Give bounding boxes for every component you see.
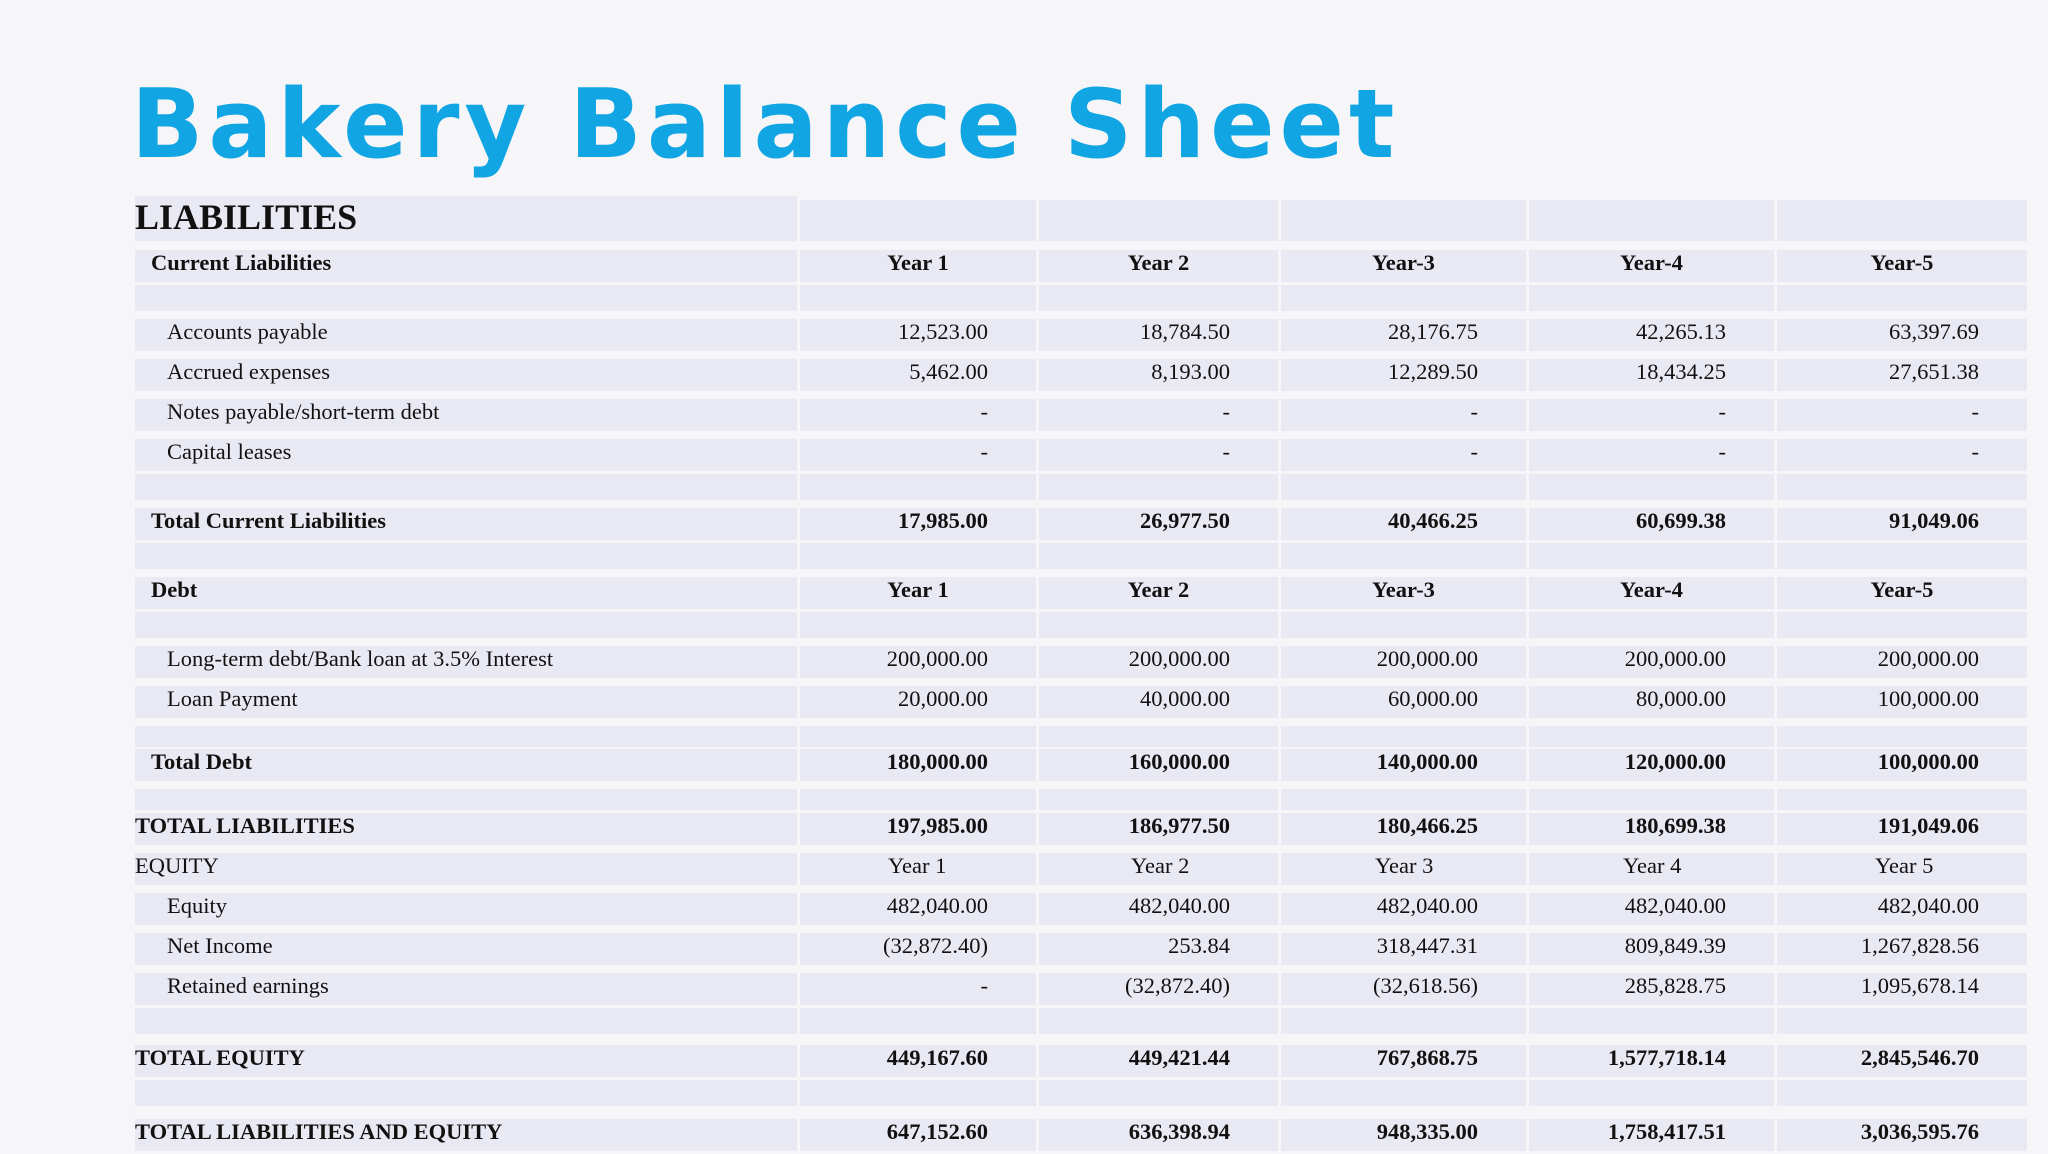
total-value: 160,000.00 — [1039, 749, 1281, 784]
row-value: 200,000.00 — [1529, 646, 1777, 681]
total-value: 1,577,718.14 — [1529, 1045, 1777, 1080]
total-row — [135, 750, 2030, 784]
total-equity-row — [135, 1037, 2030, 1080]
total-label: Total Debt — [135, 749, 800, 784]
equity-header-row — [135, 848, 2030, 888]
row-label: Equity — [135, 893, 800, 928]
year-header: Year-5 — [1777, 577, 2030, 612]
spacer-row — [135, 474, 2030, 503]
row-value: 482,040.00 — [1777, 893, 2030, 928]
row-value: - — [1529, 439, 1777, 474]
row-value: - — [1281, 399, 1529, 434]
total-label: TOTAL LIABILITIES — [135, 813, 800, 848]
table-row — [135, 354, 2030, 394]
current-liabilities-header-row — [135, 244, 2030, 285]
row-value: 18,784.50 — [1039, 319, 1281, 354]
row-value: 200,000.00 — [800, 646, 1039, 681]
spacer-row — [135, 285, 2030, 314]
total-value: 180,466.25 — [1281, 813, 1529, 848]
row-value: 80,000.00 — [1529, 686, 1777, 721]
total-value: 100,000.00 — [1777, 749, 2030, 784]
year-header: Year 2 — [1039, 250, 1281, 285]
total-value: 3,036,595.76 — [1777, 1119, 2030, 1154]
year-header: Year-5 — [1777, 250, 2030, 285]
total-label: TOTAL LIABILITIES AND EQUITY — [135, 1119, 800, 1154]
row-value: 27,651.38 — [1777, 359, 2030, 394]
total-value: 40,466.25 — [1281, 508, 1529, 543]
row-value: 20,000.00 — [800, 686, 1039, 721]
total-value: 60,699.38 — [1529, 508, 1777, 543]
row-value: 63,397.69 — [1777, 319, 2030, 354]
current-liabilities-label: Current Liabilities — [135, 250, 800, 285]
total-value: 2,845,546.70 — [1777, 1045, 2030, 1080]
row-value: - — [800, 399, 1039, 434]
table-row — [135, 888, 2030, 928]
row-value: 482,040.00 — [1039, 893, 1281, 928]
year-header: Year 5 — [1777, 853, 2030, 888]
total-value: 180,699.38 — [1529, 813, 1777, 848]
total-value: 120,000.00 — [1529, 749, 1777, 784]
year-header: Year 2 — [1039, 577, 1281, 612]
year-header: Year-4 — [1529, 577, 1777, 612]
total-value: 17,985.00 — [800, 508, 1039, 543]
total-liabilities-row — [135, 813, 2030, 848]
row-label: Net Income — [135, 933, 800, 968]
total-value: 186,977.50 — [1039, 813, 1281, 848]
row-value: - — [1039, 399, 1281, 434]
row-value: 40,000.00 — [1039, 686, 1281, 721]
row-value: 28,176.75 — [1281, 319, 1529, 354]
total-value: 449,167.60 — [800, 1045, 1039, 1080]
row-value: 1,095,678.14 — [1777, 973, 2030, 1008]
total-value: 180,000.00 — [800, 749, 1039, 784]
row-value: - — [1777, 399, 2030, 434]
row-value: (32,872.40) — [800, 933, 1039, 968]
row-value: 1,267,828.56 — [1777, 933, 2030, 968]
year-header: Year 4 — [1529, 853, 1777, 888]
row-value: 200,000.00 — [1039, 646, 1281, 681]
row-label: Notes payable/short-term debt — [135, 399, 800, 434]
total-value: 948,335.00 — [1281, 1119, 1529, 1154]
row-value: 200,000.00 — [1777, 646, 2030, 681]
page-title: Bakery Balance Sheet — [131, 70, 1400, 180]
row-label: Accrued expenses — [135, 359, 800, 394]
row-value: (32,618.56) — [1281, 973, 1529, 1008]
spacer-row — [135, 784, 2030, 813]
row-value: 253.84 — [1039, 933, 1281, 968]
spacer-row — [135, 1008, 2030, 1037]
row-value: 482,040.00 — [1281, 893, 1529, 928]
year-header: Year 3 — [1281, 853, 1529, 888]
section-title-liabilities: LIABILITIES — [135, 196, 800, 244]
row-value: 5,462.00 — [800, 359, 1039, 394]
total-value: 1,758,417.51 — [1529, 1119, 1777, 1154]
row-value: (32,872.40) — [1039, 973, 1281, 1008]
year-header: Year 1 — [800, 250, 1039, 285]
row-value: 8,193.00 — [1039, 359, 1281, 394]
total-value: 140,000.00 — [1281, 749, 1529, 784]
total-value: 647,152.60 — [800, 1119, 1039, 1154]
row-value: - — [1039, 439, 1281, 474]
row-value: 200,000.00 — [1281, 646, 1529, 681]
row-value: 12,523.00 — [800, 319, 1039, 354]
year-header: Year 1 — [800, 853, 1039, 888]
year-header: Year 1 — [800, 577, 1039, 612]
row-value: 482,040.00 — [1529, 893, 1777, 928]
liabilities-title-row — [135, 197, 2030, 244]
row-value: 18,434.25 — [1529, 359, 1777, 394]
total-label: Total Current Liabilities — [135, 508, 800, 543]
table-row — [135, 314, 2030, 354]
row-value: - — [1777, 439, 2030, 474]
year-header: Year 2 — [1039, 853, 1281, 888]
spacer-row — [135, 612, 2030, 641]
row-value: - — [800, 439, 1039, 474]
row-value: 318,447.31 — [1281, 933, 1529, 968]
row-value: 100,000.00 — [1777, 686, 2030, 721]
debt-header-row — [135, 572, 2030, 612]
total-value: 449,421.44 — [1039, 1045, 1281, 1080]
grand-total-row — [135, 1109, 2030, 1154]
balance-sheet-table — [135, 197, 2030, 1154]
table-row — [135, 394, 2030, 434]
spacer-row — [135, 543, 2030, 572]
total-value: 767,868.75 — [1281, 1045, 1529, 1080]
total-value: 26,977.50 — [1039, 508, 1281, 543]
total-value: 191,049.06 — [1777, 813, 2030, 848]
row-value: - — [1281, 439, 1529, 474]
total-label: TOTAL EQUITY — [135, 1045, 800, 1080]
spacer-row — [135, 1080, 2030, 1109]
row-label: Long-term debt/Bank loan at 3.5% Interest — [135, 646, 800, 681]
row-label: Retained earnings — [135, 973, 800, 1008]
year-header: Year-3 — [1281, 577, 1529, 612]
spacer-row — [135, 721, 2030, 750]
row-value: 12,289.50 — [1281, 359, 1529, 394]
total-value: 91,049.06 — [1777, 508, 2030, 543]
year-header: Year-3 — [1281, 250, 1529, 285]
row-label: Capital leases — [135, 439, 800, 474]
row-value: - — [1529, 399, 1777, 434]
row-value: 809,849.39 — [1529, 933, 1777, 968]
row-value: 42,265.13 — [1529, 319, 1777, 354]
total-row — [135, 503, 2030, 543]
equity-label: EQUITY — [135, 853, 800, 888]
row-label: Accounts payable — [135, 319, 800, 354]
row-value: 285,828.75 — [1529, 973, 1777, 1008]
table-row — [135, 434, 2030, 474]
debt-label: Debt — [135, 577, 800, 612]
row-label: Loan Payment — [135, 686, 800, 721]
row-value: 60,000.00 — [1281, 686, 1529, 721]
year-header: Year-4 — [1529, 250, 1777, 285]
table-row — [135, 968, 2030, 1008]
table-row — [135, 641, 2030, 681]
total-value: 636,398.94 — [1039, 1119, 1281, 1154]
table-row — [135, 928, 2030, 968]
row-value: - — [800, 973, 1039, 1008]
total-value: 197,985.00 — [800, 813, 1039, 848]
row-value: 482,040.00 — [800, 893, 1039, 928]
table-row — [135, 681, 2030, 721]
